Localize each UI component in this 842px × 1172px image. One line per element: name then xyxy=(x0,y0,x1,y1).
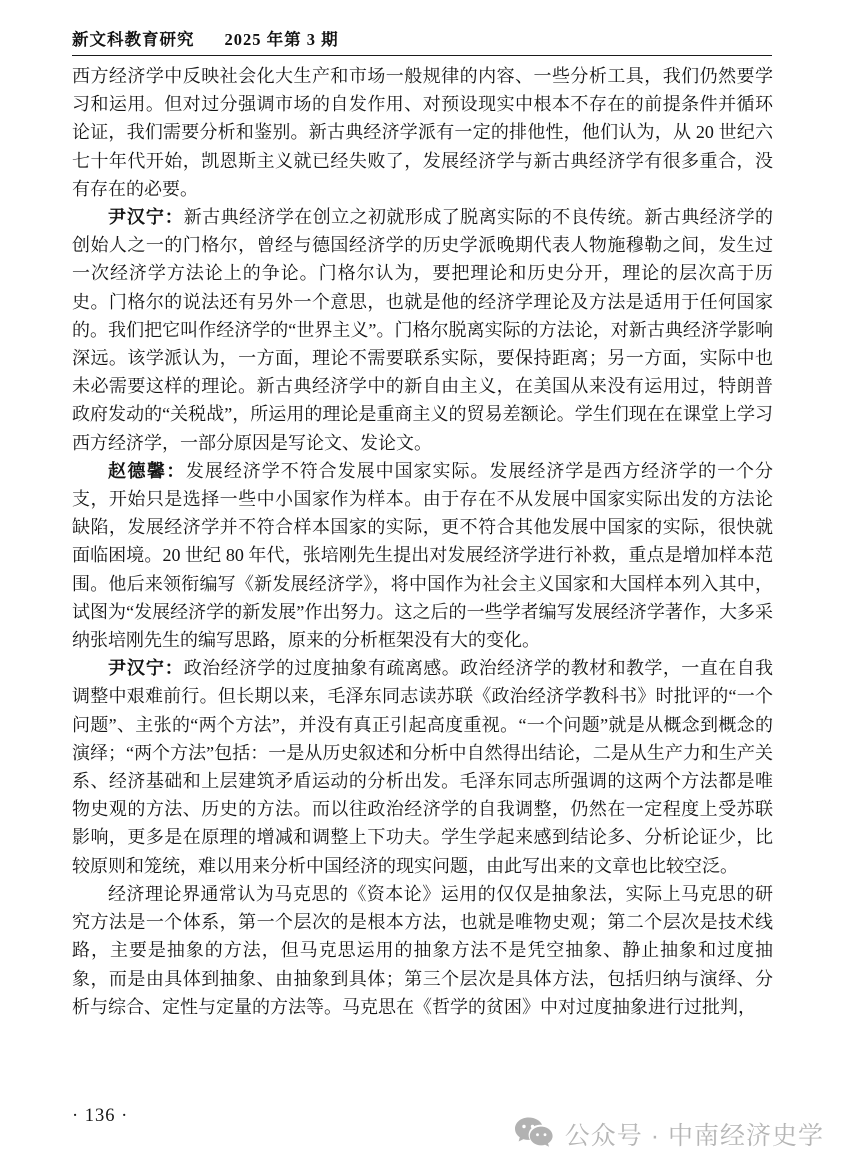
paragraph xyxy=(72,654,773,880)
paragraph-text: 经济理论界通常认为马克思的《资本论》运用的仅仅是抽象法，实际上马克思的研究方法是一个体系，第一个层次的是根本方法，也就是唯物史观；第二个层次是技术线路，主要是抽象的方法，但马克思运用的抽象方法不是凭空抽象、静止抽象和过度抽象，而是由具体到抽象、由抽象到具体；第三个层次是具体方法，包括归纳与演绎、分析与综合、定性与定量的方法等。马克思在《哲学的贫困》中对过度抽象进行过批判， xyxy=(72,883,773,1017)
paragraph xyxy=(72,880,773,1021)
speaker-name: 赵德馨： xyxy=(108,460,186,481)
watermark-label: 公众号 · 中南经济史学 xyxy=(564,1122,824,1150)
page-header xyxy=(72,26,339,50)
wechat-icon xyxy=(514,1116,556,1152)
paragraph xyxy=(72,203,773,457)
header-divider xyxy=(72,55,772,56)
speaker-name: 尹汉宁： xyxy=(108,207,184,228)
article-body xyxy=(72,62,773,1021)
issue-label: 2025 年第 3 期 xyxy=(224,30,339,49)
speaker-name: 尹汉宁： xyxy=(108,658,184,679)
paragraph xyxy=(72,62,773,203)
paragraph-text: 新古典经济学在创立之初就形成了脱离实际的不良传统。新古典经济学的创始人之一的门格尔，曾经与德国经济学的历史学派晚期代表人物施穆勒之间，发生过一次经济学方法论上的争论。门格尔认为，要把理论和历史分开，理论的层次高于历史。门格尔的说法还有另外一个意思，也就是他的经济学理论及方法是适用于任何国家的。我们把它叫作经济学的“世界主义”。门格尔脱离实际的方法论，对新古典经济学影响深远。该学派认为，一方面，理论不需要联系实际，要保持距离；另一方面，实际中也未必需要这样的理论。新古典经济学中的新自由主义，在美国从来没有运用过，特朗普政府发动的“关税战”，所运用的理论是重商主义的贸易差额论。学生们现在在课堂上学习西方经济学，一部分原因是写论文、发论文。 xyxy=(72,207,774,453)
journal-title: 新文科教育研究 xyxy=(72,30,195,49)
paragraph-text: 发展经济学不符合发展中国家实际。发展经济学是西方经济学的一个分支，开始只是选择一些中小国家作为样本。由于存在不从发展中国家实际出发的方法论缺陷，发展经济学并不符合样本国家的实际，更不符合其他发展中国家的实际，很快就面临困境。20 世纪 80 年代，张培刚先生提出对发展经济学进行补救，重点是增加样本范围。他后来领衔编写《新发展经济学》，将中国作为社会主义国家和大国样本列入其中，试图为“发展经济学的新发展”作出努力。这之后的一些学者编写发展经济学著作，大多采纳张培刚先生的编写思路，原来的分析框架没有大的变化。 xyxy=(72,460,774,651)
page-number: · 136 · xyxy=(72,1106,129,1126)
watermark xyxy=(514,1116,824,1152)
paragraph-text: 西方经济学中反映社会化大生产和市场一般规律的内容、一些分析工具，我们仍然要学习和运用。但对过分强调市场的自发作用、对预设现实中根本不存在的前提条件并循环论证，我们需要分析和鉴别。新古典经济学派有一定的排他性，他们认为，从 20 世纪六七十年代开始，凯恩斯主义就已经失败了，发展经济学与新古典经济学有很多重合，没有存在的必要。 xyxy=(72,66,773,199)
paragraph-text: 政治经济学的过度抽象有疏离感。政治经济学的教材和教学，一直在自我调整中艰难前行。但长期以来，毛泽东同志读苏联《政治经济学教科书》时批评的“一个问题”、主张的“两个方法”，并没有真正引起高度重视。“一个问题”就是从概念到概念的演绎；“两个方法”包括：一是从历史叙述和分析中自然得出结论，二是从生产力和生产关系、经济基础和上层建筑矛盾运动的分析出发。毛泽东同志所强调的这两个方法都是唯物史观的方法、历史的方法。而以往政治经济学的自我调整，仍然在一定程度上受苏联影响，更多是在原理的增减和调整上下功夫。学生学起来感到结论多、分析论证少，比较原则和笼统，难以用来分析中国经济的现实问题，由此写出来的文章也比较空泛。 xyxy=(72,658,774,876)
paragraph xyxy=(72,457,773,654)
